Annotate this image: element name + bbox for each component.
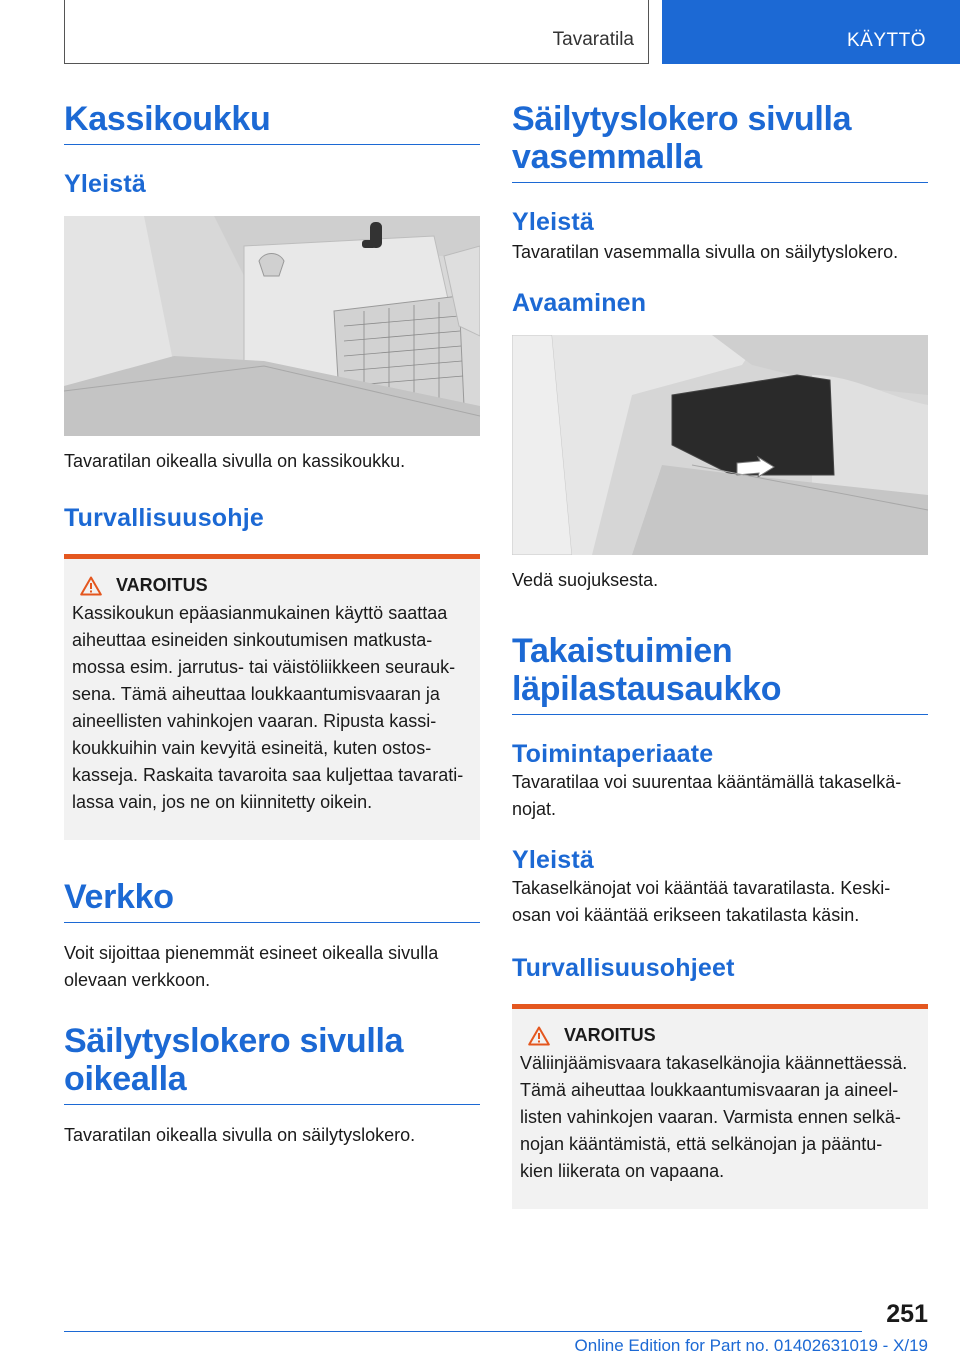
text-line: Voit sijoittaa pienemmät esineet oikealla sivulla [64, 943, 439, 963]
heading-toimintaperiaate: Toimintaperiaate [512, 740, 714, 768]
heading-line: vasemmalla [512, 138, 702, 176]
text-kassikoukku: Tavaratilan oikealla sivulla on kassikoukku. [64, 451, 406, 471]
warning-header [520, 1025, 920, 1046]
header-chapter-tab [662, 0, 960, 64]
heading-line: Takaistuimien [512, 632, 733, 670]
heading-yleista-kassikoukku: Yleistä [64, 170, 147, 198]
warning-text-line: lassa vain, jos ne on kiinnitetty oikein. [72, 792, 373, 812]
heading-verkko: Verkko [64, 878, 480, 923]
image-storage-compartment-cover [512, 335, 928, 555]
heading-line: Säilytyslokero sivulla [64, 1022, 404, 1060]
warning-triangle-icon [528, 1026, 550, 1046]
text-sailytys-oikealla: Tavaratilan oikealla sivulla on säilytyslokero. [64, 1125, 416, 1145]
heading-kassikoukku: Kassikoukku [64, 100, 480, 145]
header-chapter-title: KÄYTTÖ [846, 30, 926, 51]
warning-triangle-icon [80, 576, 102, 596]
warning-text-line: aiheuttaa esineiden sinkoutumisen matkusta- [72, 630, 433, 650]
heading-sailytys-vasemmalla [512, 100, 928, 183]
text-line: nojat. [512, 799, 557, 819]
warning-text-line: nojan kääntämistä, että selkänojan ja pääntu- [520, 1134, 883, 1154]
warning-label: VAROITUS [116, 575, 208, 595]
right-column [512, 100, 928, 1209]
storage-compartment-illustration [512, 335, 928, 555]
text-verkko [64, 940, 480, 994]
text-veda-suojuksesta: Vedä suojuksesta. [512, 570, 659, 590]
heading-sailytys-oikealla [64, 1022, 480, 1105]
warning-text-line: aineellisten vahinkojen vaaran. Ripusta kassi- [72, 711, 437, 731]
header-section-title: Tavaratila [552, 29, 634, 50]
warning-text-line: listen vahinkojen vaaran. Varmista ennen selkä- [520, 1107, 901, 1127]
left-column [64, 100, 480, 1149]
heading-line: oikealla [64, 1060, 187, 1098]
warning-text-line: kien liikerata on vapaana. [520, 1161, 725, 1181]
page-number: 251 [886, 1300, 928, 1328]
warning-text-line: Kassikoukun epäasianmukainen käyttö saattaa [72, 603, 448, 623]
text-yleista-takaistuimet [512, 875, 928, 929]
heading-turvallisuusohjeet: Turvallisuusohjeet [512, 954, 735, 982]
text-toimintaperiaate [512, 769, 928, 823]
warning-box-takaistuimet [512, 1004, 928, 1209]
warning-header [72, 575, 472, 596]
text-line: olevaan verkkoon. [64, 970, 211, 990]
header-section-box [64, 0, 649, 64]
heading-line: läpilastausaukko [512, 670, 782, 708]
text-line: Takaselkänojat voi kääntää tavaratilasta. Keski- [512, 878, 891, 898]
text-sailytys-vasemmalla: Tavaratilan vasemmalla sivulla on säilytyslokero. [512, 242, 899, 262]
text-line: osan voi kääntää erikseen takatilasta käsin. [512, 905, 860, 925]
heading-yleista-vasemmalla: Yleistä [512, 208, 595, 236]
trunk-bag-hook-illustration [64, 216, 480, 436]
footer-divider [64, 1331, 862, 1332]
heading-turvallisuusohje: Turvallisuusohje [64, 504, 265, 532]
warning-text-line: Väliinjäämisvaara takaselkänojia käännettäessä. [520, 1053, 908, 1073]
heading-takaistuimien [512, 632, 928, 715]
image-trunk-bag-hook [64, 216, 480, 436]
text-line: Tavaratilaa voi suurentaa kääntämällä takaselkä- [512, 772, 902, 792]
heading-avaaminen: Avaaminen [512, 289, 647, 317]
heading-yleista-takaistuimet: Yleistä [512, 846, 595, 874]
heading-line: Säilytyslokero sivulla [512, 100, 852, 138]
warning-label: VAROITUS [564, 1025, 656, 1045]
warning-text-line: sena. Tämä aiheuttaa loukkaantumisvaaran ja [72, 684, 440, 704]
warning-text-line: Tämä aiheuttaa loukkaantumisvaaran ja aineel- [520, 1080, 899, 1100]
footer-edition: Online Edition for Part no. 01402631019 - X/19 [574, 1336, 928, 1355]
warning-text-line: mossa esim. jarrutus- tai väistöliikkeen seurauk- [72, 657, 456, 677]
warning-text-line: kasseja. Raskaita tavaroita saa kuljettaa tavarati- [72, 765, 464, 785]
warning-text-line: koukkuihin vain kevyitä esineitä, kuten ostos- [72, 738, 432, 758]
warning-box-kassikoukku [64, 554, 480, 840]
